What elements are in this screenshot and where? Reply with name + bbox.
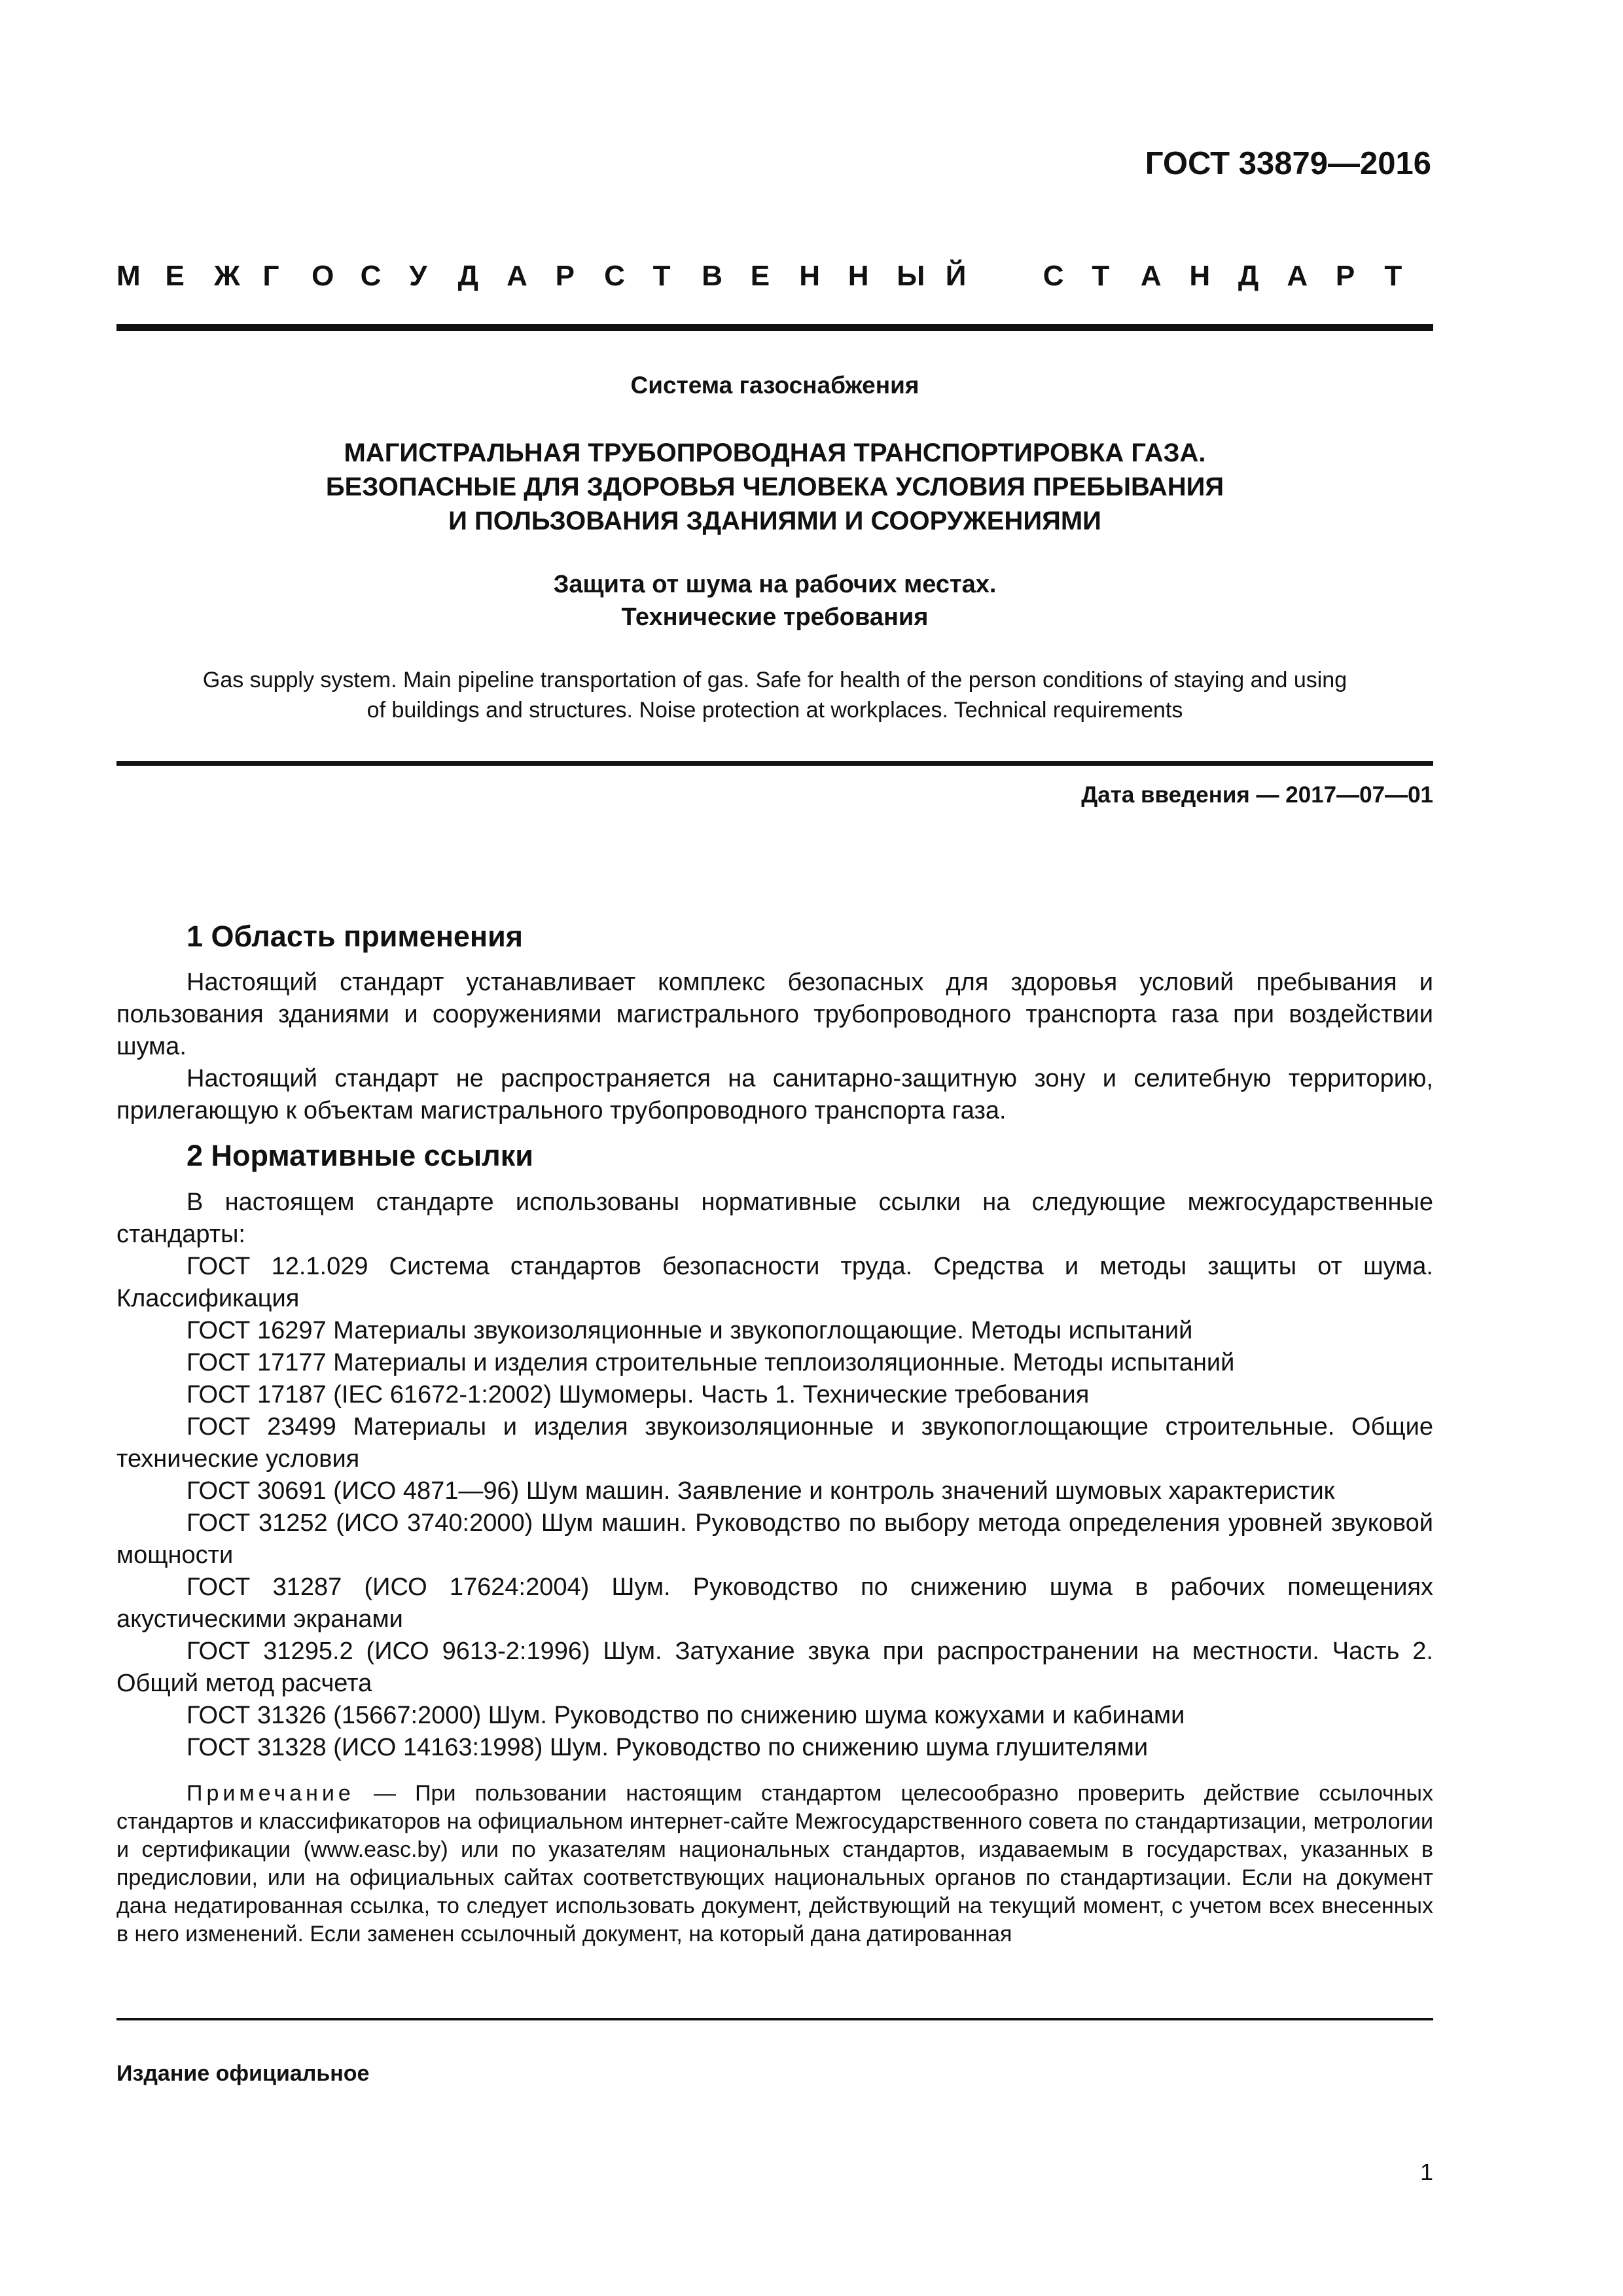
footer-rule xyxy=(116,2018,1433,2020)
page-number: 1 xyxy=(1419,2159,1433,2185)
standard-type-text: М Е Ж Г О С У Д А Р С Т В Е Н Н Ы Й С Т А Н Д А Р Т xyxy=(116,260,1402,292)
title-line: БЕЗОПАСНЫЕ ДЛЯ ЗДОРОВЬЯ ЧЕЛОВЕКА УСЛОВИЯ ПРЕБЫВАНИЯ xyxy=(325,473,1224,501)
title-line: И ПОЛЬЗОВАНИЯ ЗДАНИЯМИ И СООРУЖЕНИЯМИ xyxy=(448,507,1101,535)
reference-item: ГОСТ 31326 (15667:2000) Шум. Руководство по снижению шума кожухами и кабинами xyxy=(187,1702,1185,1729)
reference-item: ГОСТ 31328 (ИСО 14163:1998) Шум. Руководство по снижению шума глушителями xyxy=(187,1734,1149,1761)
title-rule xyxy=(116,761,1433,766)
reference-item: ГОСТ 16297 Материалы звукоизоляционные и звукопоглощающие. Методы испытаний xyxy=(187,1317,1193,1344)
english-title-line: of buildings and structures. Noise protection at workplaces. Technical requirements xyxy=(366,698,1183,723)
introduction-date: Дата введения — 2017—07—01 xyxy=(1081,782,1433,808)
reference-item: ГОСТ 31252 (ИСО 3740:2000) Шум машин. Руководство по выбору метода определения уровней звуковой мощности xyxy=(116,1509,1433,1569)
document-subtitle xyxy=(116,568,1433,634)
section-1-heading: 1 Область применения xyxy=(187,920,524,953)
document-id: ГОСТ 33879—2016 xyxy=(1145,146,1431,181)
subtitle-line: Защита от шума на рабочих местах. xyxy=(553,571,997,598)
section-1-body xyxy=(116,967,1433,1127)
reference-item: ГОСТ 31295.2 (ИСО 9613-2:1996) Шум. Затухание звука при распространении на местности. Часть 2. Общий метод расчета xyxy=(116,1638,1433,1697)
english-title-line: Gas supply system. Main pipeline transportation of gas. Safe for health of the person conditions of staying and using xyxy=(202,668,1347,692)
edition-label: Издание официальное xyxy=(116,2061,370,2086)
title-line: МАГИСТРАЛЬНАЯ ТРУБОПРОВОДНАЯ ТРАНСПОРТИРОВКА ГАЗА. xyxy=(344,439,1206,467)
top-rule xyxy=(116,324,1433,331)
english-title xyxy=(116,665,1433,725)
note-text: — При пользовании настоящим стандартом целесообразно проверить действие ссылочных стандартов и классификаторов на официальном интернет-сайте Межгосударственного совета по стандартизации, метрологии и сертификации (www.easc.by) или по указателям национальных стандартов, издаваемым в государствах, указанных в предисловии, или на официальных сайтах соответствующих национальных органов по стандартизации. Если на документ дана недатированная ссылка, то следует использовать документ, действующий на текущий момент, с учетом всех внесенных в него изменений. Если заменен ссылочный документ, на который дана датированная xyxy=(116,1781,1433,1946)
note-paragraph xyxy=(116,1780,1433,1948)
reference-item: ГОСТ 31287 (ИСО 17624:2004) Шум. Руководство по снижению шума в рабочих помещениях акустическими экранами xyxy=(116,1573,1433,1633)
reference-item: ГОСТ 23499 Материалы и изделия звукоизоляционные и звукопоглощающие строительные. Общие технические условия xyxy=(116,1413,1433,1473)
reference-item: ГОСТ 17177 Материалы и изделия строительные теплоизоляционные. Методы испытаний xyxy=(187,1349,1235,1376)
standard-type-heading xyxy=(116,260,1433,293)
subtitle-line: Технические требования xyxy=(621,603,929,631)
document-title xyxy=(116,436,1433,538)
system-name: Система газоснабжения xyxy=(630,372,919,399)
paragraph: В настоящем стандарте использованы нормативные ссылки на следующие межгосударственные стандарты: xyxy=(116,1189,1433,1248)
section-2-body xyxy=(116,1187,1433,1764)
reference-item: ГОСТ 12.1.029 Система стандартов безопасности труда. Средства и методы защиты от шума. Классификация xyxy=(116,1253,1433,1312)
section-2-heading: 2 Нормативные ссылки xyxy=(187,1139,533,1172)
note-label: Примечание xyxy=(187,1781,355,1806)
reference-item: ГОСТ 30691 (ИСО 4871—96) Шум машин. Заявление и контроль значений шумовых характеристик xyxy=(187,1477,1335,1505)
paragraph: Настоящий стандарт не распространяется на санитарно-защитную зону и селитебную территорию, прилегающую к объектам магистрального трубопроводного транспорта газа. xyxy=(116,1065,1433,1124)
note-block xyxy=(116,1780,1433,1948)
paragraph: Настоящий стандарт устанавливает комплекс безопасных для здоровья условий пребывания и пользования зданиями и сооружениями магистрального трубопроводного транспорта газа при воздействии шума. xyxy=(116,969,1433,1060)
reference-item: ГОСТ 17187 (IEC 61672-1:2002) Шумомеры. Часть 1. Технические требования xyxy=(187,1381,1090,1408)
